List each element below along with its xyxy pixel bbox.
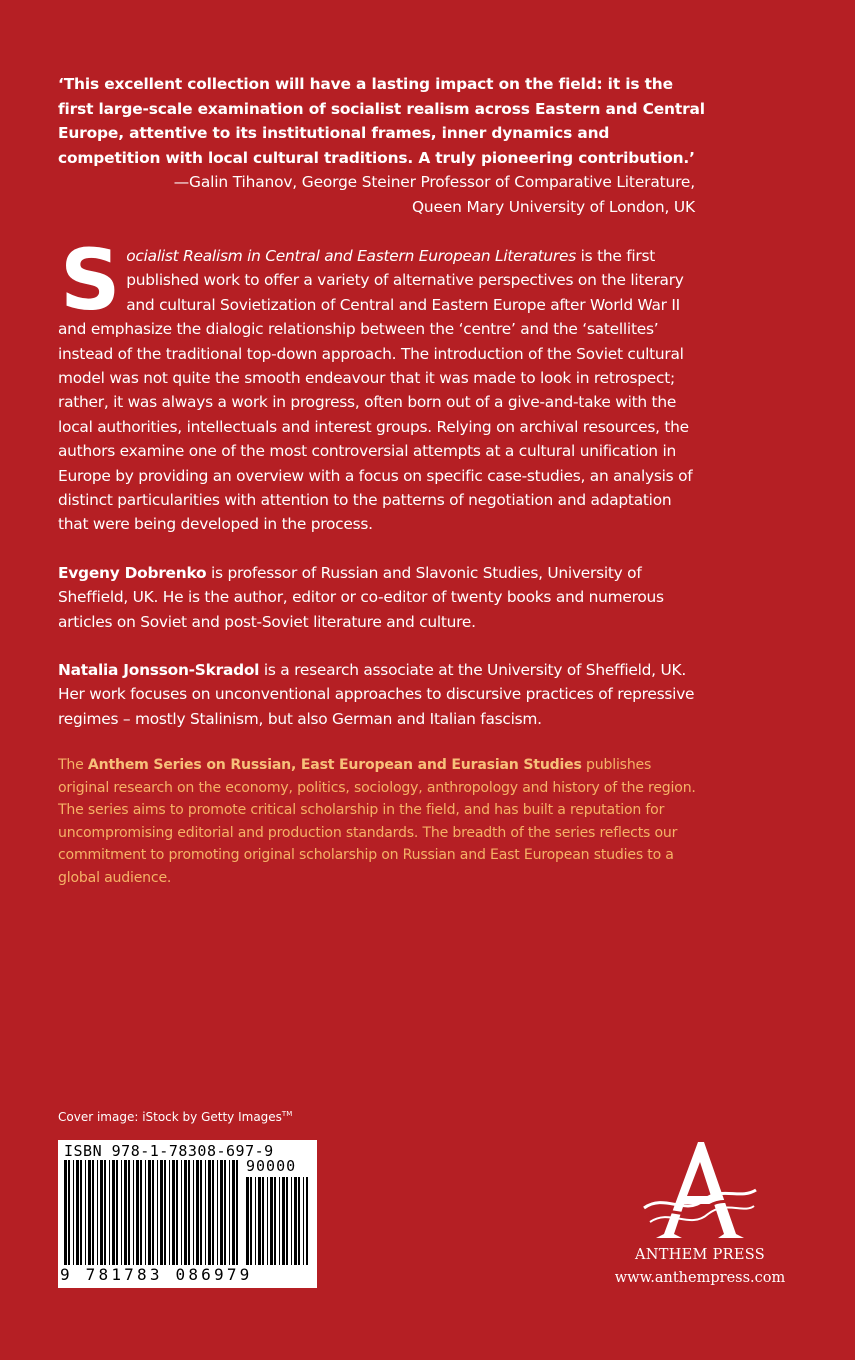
publisher-url: www.anthempress.com: [614, 1270, 786, 1286]
book-title: ocialist Realism in Central and Eastern European Literatures: [126, 247, 576, 265]
author-bio-text: is a research associate at the University of Sheffield, UK. Her work focuses on unconventional approaches to discursive practices of repressive regimes – mostly Stalinism, but also German and Italian fascism.: [58, 661, 695, 728]
publisher-name: ANTHEM PRESS: [635, 1247, 765, 1263]
attribution-line-1: —Galin Tihanov, George Steiner Professor of Comparative Literature,: [173, 173, 695, 191]
series-prefix: The: [58, 757, 88, 773]
series-text: publishes original research on the economy, politics, sociology, anthropology and history of the region. The series aims to promote critical scholarship in the field, and has built a reputation for uncompromising editorial and production standards. The breadth of the series reflects our commitment to promoting original scholarship on Russian and East European studies to a global audience.: [58, 757, 696, 886]
anthem-logo-icon: [640, 1138, 760, 1248]
cover-credit-text: Cover image: iStock by Getty Images: [58, 1110, 282, 1124]
addon-barcode-bars: [246, 1177, 310, 1265]
trademark-mark: TM: [281, 1110, 293, 1118]
isbn-barcode: [58, 1140, 317, 1288]
attribution-line-2: Queen Mary University of London, UK: [411, 197, 695, 216]
cover-credit: [58, 1110, 292, 1124]
author-bio-dobrenko: [58, 561, 698, 634]
endorsement-attribution: [58, 170, 695, 219]
author-bio-text: is professor of Russian and Slavonic Studies, University of Sheffield, UK. He is the author, editor or co-editor of twenty books and numerous articles on Soviet and post-Soviet literature and culture.: [58, 564, 664, 631]
endorsement-quote: ‘This excellent collection will have a lasting impact on the field: it is the first large-scale examination of socialist realism across Eastern and Central Europe, attentive to its institutional frames, inner dynamics and competition with local cultural traditions. A truly pioneering contribution.’: [58, 75, 705, 167]
series-description: [58, 754, 703, 890]
barcode-bars: [64, 1160, 239, 1265]
ean-number: 9 781783 086979: [60, 1265, 253, 1284]
author-bio-jonsson-skradol: [58, 658, 708, 731]
author-name: Evgeny Dobrenko: [58, 564, 207, 582]
price-code: 90000: [246, 1157, 297, 1175]
series-name: Anthem Series on Russian, East European and Eurasian Studies: [87, 757, 582, 773]
book-description: [58, 231, 698, 537]
drop-cap: S: [60, 231, 121, 329]
description-text: is the first published work to offer a variety of alternative perspectives on the literary and cultural Sovietization of Central and Eastern Europe after World War II and emphasize the dialogic relationship between the ‘centre’ and the ‘satellites’ instead of the traditional top-down approach. The introduction of the Soviet cultural model was not quite the smooth endeavour that it was made to look in retrospect; rather, it was always a work in progress, often born out of a give-and-take with the local authorities, intellectuals and interest groups. Relying on archival resources, the authors examine one of the most controversial attempts at a cultural unification in Europe by providing an overview with a focus on specific case-studies, an analysis of distinct particularities with attention to the patterns of negotiation and adaptation that were being developed in the process.: [58, 247, 693, 534]
author-name: Natalia Jonsson-Skradol: [58, 661, 260, 679]
isbn-text: ISBN 978-1-78308-697-9: [64, 1142, 274, 1160]
